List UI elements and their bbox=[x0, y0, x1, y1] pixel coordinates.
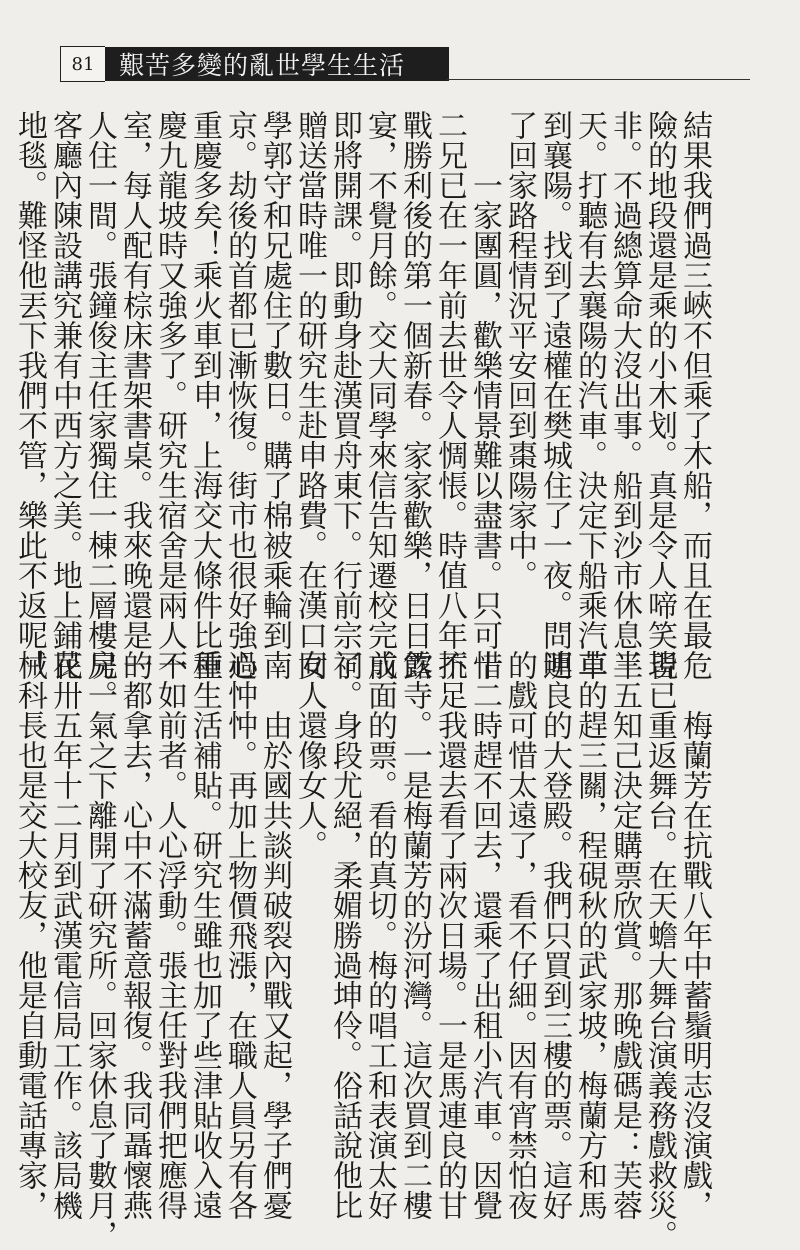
text-column: 結果我們過三峽不但乘了木船，而且在最危 bbox=[677, 110, 712, 680]
text-column: 學郭守和兄處住了數日。購了棉被乘輪到南 bbox=[257, 110, 292, 680]
text-column: 重慶多矣！乘火車到申，上海交大條件比重 bbox=[187, 110, 222, 680]
text-column: 不足我還去看了兩次日場。一是馬連良的甘 bbox=[432, 650, 467, 1220]
text-column: 地毯。難怪他丟下我們不管，樂此不返呢！ bbox=[12, 110, 47, 680]
text-column: 兄一氣之下離開了研究所。回家休息了數月， bbox=[82, 650, 117, 1250]
text-column: 草的趕三關，程硯秋的武家坡，梅蘭方和馬 bbox=[572, 650, 607, 1220]
text-column: 種生活補貼。研究生雖也加了些津貼收入遠 bbox=[187, 650, 222, 1220]
text-block-bottom bbox=[12, 650, 712, 1250]
text-column: 京。劫後的首都已漸恢復。街市也很好強過 bbox=[222, 110, 257, 680]
page-number: 81 bbox=[60, 46, 105, 82]
text-column: 險的地段還是乘的小木划。真是令人啼笑皆 bbox=[642, 110, 677, 680]
page-header bbox=[60, 46, 449, 82]
text-column: 了回家路程情況平安回到棗陽家中。 bbox=[502, 110, 537, 590]
text-column: 十二時趕不回去，還乘了出租小汽車。因覺 bbox=[467, 650, 502, 1220]
text-column: 天。打聽有去襄陽的汽車。決定下船乘汽車 bbox=[572, 110, 607, 680]
text-column: 前面的票。看的真切。梅的唱工和表演太好 bbox=[362, 650, 397, 1220]
text-column: 現已重返舞台。在天蟾大舞台演義務戲救災。 bbox=[642, 650, 677, 1250]
text-column: 女人還像女人。 bbox=[292, 650, 327, 860]
text-column: 械科長也是交大校友，他是自動電話專家， bbox=[12, 650, 47, 1220]
text-column: 連良的大登殿。我們只買到三樓的票。這好 bbox=[537, 650, 572, 1220]
text-column: 戰勝利後的第一個新春。家家歡樂，日日飲 bbox=[397, 110, 432, 680]
text-block-top bbox=[12, 110, 712, 710]
text-column: 二兄已在一年前去世令人惆悵。時值八年抗 bbox=[432, 110, 467, 680]
text-column: 民卅五年十二月到武漢電信局工作。該局機 bbox=[47, 650, 82, 1220]
text-column: 非。不過總算命大沒出事。船到沙市休息半 bbox=[607, 110, 642, 680]
text-column: 贈送當時唯一的研究生赴申路費。在漢口同 bbox=[292, 110, 327, 680]
text-column: 露寺。一是梅蘭芳的汾河灣。這次買到二樓 bbox=[397, 650, 432, 1220]
text-column: 一家團圓，歡樂情景難以盡書。只可惜 bbox=[467, 170, 502, 680]
header-rule bbox=[447, 79, 750, 80]
text-column: 客廳內陳設講究兼有中西方之美。地上鋪花 bbox=[47, 110, 82, 680]
text-column: 的都拿去，心中不滿蓄意報復。我同聶懷燕 bbox=[117, 650, 152, 1220]
text-column: 室，每人配有棕床書架書桌。我來晚還是一 bbox=[117, 110, 152, 680]
chapter-title: 艱苦多變的亂世學生生活 bbox=[105, 47, 449, 81]
text-column: 的戲可惜太遠了，看不仔細。因有宵禁怕夜 bbox=[502, 650, 537, 1220]
text-column: 宴，不覺月餘。交大同學來信告知遷校完成 bbox=[362, 110, 397, 680]
text-column: 由於國共談判破裂內戰又起，學子們憂 bbox=[257, 710, 292, 1220]
text-column: 了。身段尤絕，柔媚勝過坤伶。俗話說他比 bbox=[327, 650, 362, 1220]
text-column: 不如前者。人心浮動。張主任對我們把應得 bbox=[152, 650, 187, 1220]
text-column: 人住一間。張鐘俊主任家獨住一棟二層樓房。 bbox=[82, 110, 117, 710]
text-column: 梅蘭芳在抗戰八年中蓄鬚明志沒演戲， bbox=[677, 710, 712, 1220]
text-column: 慶九龍坡時又強多了。研究生宿舍是兩人一 bbox=[152, 110, 187, 680]
text-column: 即將開課。即動身赴漢買舟東下。行前宗祠 bbox=[327, 110, 362, 680]
text-column: 到襄陽。找到了遠權在樊城住了一夜。問明 bbox=[537, 110, 572, 680]
text-column: 心忡忡。再加上物價飛漲，在職人員另有各 bbox=[222, 650, 257, 1220]
text-column: 三五知己決定購票欣賞。那晚戲碼是：芙蓉 bbox=[607, 650, 642, 1220]
